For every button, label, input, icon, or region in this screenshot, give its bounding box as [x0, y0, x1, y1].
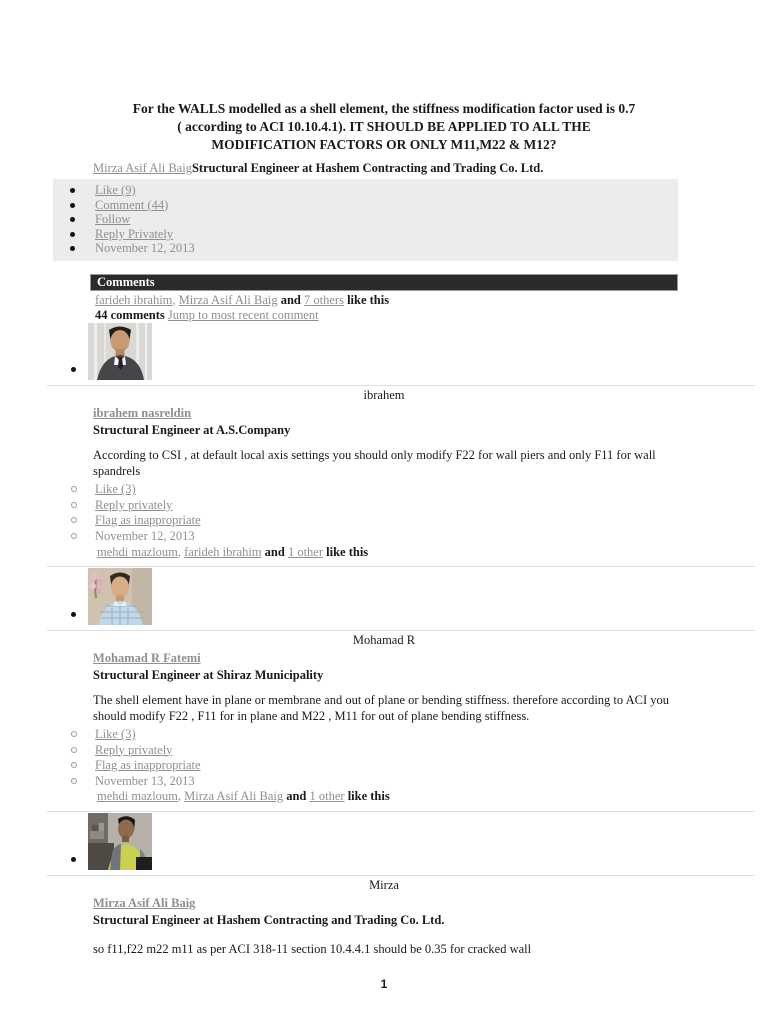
separator: ,: [177, 789, 182, 804]
bullet-icon: [70, 232, 75, 237]
divider: [47, 875, 755, 876]
liker-link[interactable]: Mirza Asif Ali Baig: [184, 789, 284, 804]
commenter-headline: Structural Engineer at Shiraz Municipality: [93, 667, 324, 682]
comment-count-row: [95, 308, 768, 323]
bullet-icon: [70, 246, 75, 251]
commenter-avatar-row: [88, 813, 768, 870]
circle-bullet-icon: [71, 762, 77, 768]
comments-header-title: Comments: [97, 274, 155, 289]
liker-link[interactable]: Mirza Asif Ali Baig: [178, 292, 278, 307]
avatar-mirza[interactable]: [88, 813, 152, 870]
commenter-name-link[interactable]: Mohamad R Fatemi: [93, 650, 201, 665]
divider: [47, 811, 755, 812]
bullet-icon: [70, 203, 75, 208]
circle-bullet-icon: [71, 747, 77, 753]
commenter-name-link[interactable]: ibrahem nasreldin: [93, 406, 192, 421]
reply-privately-link[interactable]: Reply privately: [95, 742, 173, 757]
others-link[interactable]: 1 other: [287, 544, 324, 559]
post-actions-box: [53, 179, 678, 261]
reply-privately-link[interactable]: Reply privately: [95, 497, 173, 512]
bullet-icon: [71, 367, 76, 372]
commenter-name-row: [93, 896, 768, 911]
flag-link[interactable]: Flag as inappropriate: [95, 513, 201, 528]
commenter-name-row: [93, 406, 768, 421]
comments-header-bar: [90, 274, 678, 291]
liker-link[interactable]: mehdi mazloum: [97, 544, 178, 559]
comment-date: [71, 774, 768, 790]
question-title-line-3: MODIFICATION FACTORS OR ONLY M11,M22 & M12?: [211, 137, 557, 152]
post-date: [53, 241, 678, 256]
post-byline: [93, 161, 768, 176]
circle-bullet-icon: [71, 778, 77, 784]
divider: [47, 630, 755, 631]
comment-body: so f11,f22 m22 m11 as per ACI 318-11 section 10.4.4.1 should be 0.35 for cracked wall: [93, 941, 532, 956]
post-action-reply: [53, 227, 678, 242]
circle-bullet-icon: [71, 533, 77, 539]
bullet-icon: [70, 188, 75, 193]
others-link[interactable]: 1 other: [309, 789, 345, 804]
like-this-text: like this: [347, 789, 390, 804]
post-action-like: [53, 183, 678, 198]
commenter-short-name: ibrahem: [363, 388, 405, 403]
comment-action-reply: [71, 743, 768, 759]
post-author-headline: Structural Engineer at Hashem Contracting and Trading Co. Ltd.: [191, 161, 544, 175]
post-actions-list: [53, 183, 678, 256]
divider: [47, 385, 755, 386]
and-text: and: [286, 789, 307, 804]
like-link[interactable]: Like (3): [95, 482, 136, 497]
bullet-icon: [71, 857, 76, 862]
comment-action-like: [71, 482, 768, 498]
avatar-mohamad[interactable]: [88, 568, 152, 625]
bullet-icon: [70, 217, 75, 222]
comment-date-text: November 13, 2013: [95, 773, 195, 788]
comment-action-reply: [71, 498, 768, 514]
circle-bullet-icon: [71, 502, 77, 508]
comment-body: According to CSI , at default local axis settings you should only modify F22 for wall piers and only F11 for wall spandrels: [93, 448, 656, 479]
comment-actions-list: [0, 727, 768, 789]
comment-link[interactable]: Comment (44): [95, 197, 169, 212]
like-this-text: like this: [347, 292, 390, 307]
commenter-name-link[interactable]: Mirza Asif Ali Baig: [93, 895, 196, 910]
commenter-short-name: Mirza: [369, 877, 399, 892]
liker-link[interactable]: farideh ibrahim: [95, 292, 173, 307]
comment-likers-row: [97, 789, 768, 803]
liker-link[interactable]: mehdi mazloum: [97, 789, 178, 804]
comment-count: 44 comments: [95, 307, 165, 322]
post-likers-row: [95, 293, 768, 308]
commenter-short-name: Mohamad R: [352, 632, 416, 647]
question-title-line-1: For the WALLS modelled as a shell element, the stiffness modification factor used is 0.7: [132, 101, 636, 116]
flag-link[interactable]: Flag as inappropriate: [95, 758, 201, 773]
like-link[interactable]: Like (9): [95, 183, 136, 197]
post-action-comment: [53, 198, 678, 213]
commenter-name-row: [93, 651, 768, 666]
avatar-ibrahem[interactable]: [88, 323, 152, 380]
circle-bullet-icon: [71, 731, 77, 737]
page-number: 1: [380, 976, 388, 991]
follow-link[interactable]: Follow: [95, 212, 131, 227]
post-author-link[interactable]: Mirza Asif Ali Baig: [93, 161, 192, 175]
like-link[interactable]: Like (3): [95, 726, 136, 741]
separator: ,: [172, 292, 176, 307]
question-title-line-2: ( according to ACI 10.10.4.1). IT SHOULD BE APPLIED TO ALL THE: [177, 119, 591, 134]
circle-bullet-icon: [71, 517, 77, 523]
circle-bullet-icon: [71, 486, 77, 492]
liker-link[interactable]: farideh ibrahim: [184, 544, 262, 559]
comment-likers-row: [97, 545, 768, 559]
comment-date-text: November 12, 2013: [95, 528, 195, 543]
comment-actions-list: [0, 482, 768, 544]
comment-action-flag: [71, 513, 768, 529]
comment-date: [71, 529, 768, 545]
commenter-headline: Structural Engineer at A.S.Company: [93, 423, 291, 438]
comment-action-like: [71, 727, 768, 743]
jump-to-recent-link[interactable]: Jump to most recent comment: [167, 307, 319, 322]
reply-privately-link[interactable]: Reply Privately: [95, 226, 174, 241]
commenter-avatar-row: [88, 323, 768, 380]
divider: [47, 566, 755, 567]
others-link[interactable]: 7 others: [304, 292, 344, 307]
like-this-text: like this: [326, 544, 369, 559]
commenter-headline: Structural Engineer at Hashem Contracting and Trading Co. Ltd.: [93, 912, 445, 927]
separator: ,: [177, 544, 182, 559]
question-title: [64, 100, 704, 154]
commenter-avatar-row: [88, 568, 768, 625]
bullet-icon: [71, 612, 76, 617]
comment-action-flag: [71, 758, 768, 774]
post-date-text: November 12, 2013: [95, 241, 195, 256]
post-action-follow: [53, 212, 678, 227]
comment-body: The shell element have in plane or membrane and out of plane or bending stiffness. therefore according to ACI you should modify F22 , F11 for in plane and M22 , M11 for out of plane bending stiffness.: [93, 692, 669, 723]
and-text: and: [280, 292, 301, 307]
and-text: and: [264, 544, 285, 559]
